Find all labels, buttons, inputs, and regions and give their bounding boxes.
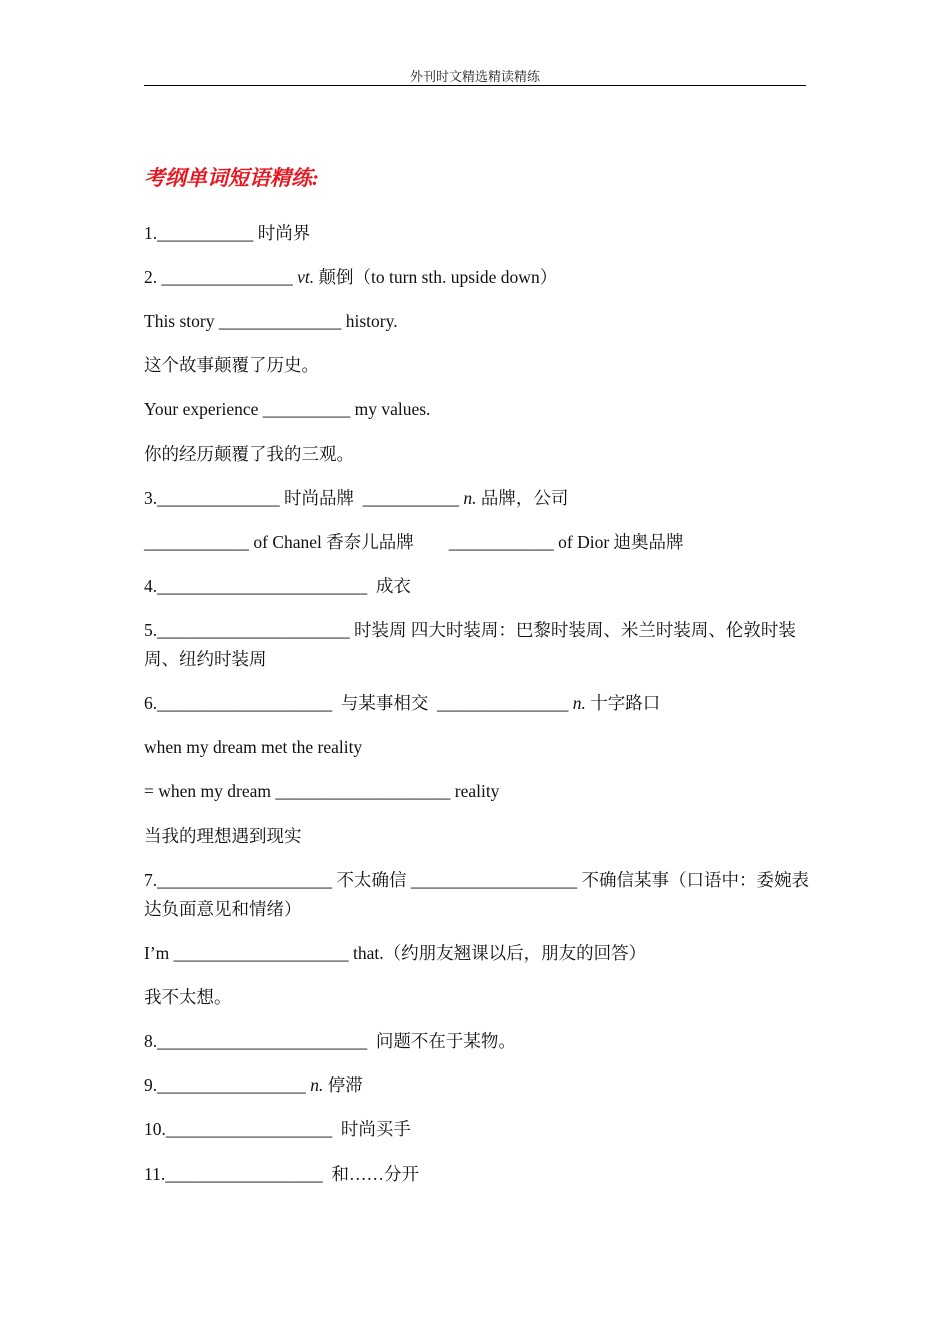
pos-label: n. (310, 1075, 324, 1095)
exercise-1: 1.___________ 时尚界 (144, 223, 311, 243)
exercise-2 (144, 263, 557, 292)
exercise-10: 10.___________________ 时尚买手 (144, 1119, 411, 1139)
exercise-8: 8.________________________ 问题不在于某物。 (144, 1031, 516, 1051)
exercise-2-blank: 2. _______________ (144, 267, 298, 287)
page-header: 外刊时文精选精读精练 (409, 69, 540, 84)
example-translation: 当我的理想遇到现实 (144, 826, 302, 846)
exercise-3-blanks: 3.______________ 时尚品牌 ___________ (144, 488, 464, 508)
exercise-6-meaning: 十字路口 (585, 693, 661, 713)
exercise-6 (144, 689, 660, 718)
exercise-9-meaning: 停滞 (323, 1075, 363, 1095)
exercise-3-examples: ____________ of Chanel 香奈儿品牌 ____________ of Dior 迪奥品牌 (144, 532, 684, 552)
example-sentence: when my dream met the reality (144, 737, 363, 757)
exercise-6-blanks: 6.____________________ 与某事相交 _______________ (144, 693, 573, 713)
exercise-9-blank: 9._________________ (144, 1075, 311, 1095)
example-translation: 这个故事颠覆了历史。 (144, 355, 319, 375)
pos-label: n. (463, 488, 477, 508)
exercise-9 (144, 1071, 363, 1100)
example-translation: 你的经历颠覆了我的三观。 (144, 444, 354, 464)
exercise-11: 11.__________________ 和……分开 (144, 1164, 419, 1184)
pos-label: n. (572, 693, 586, 713)
example-sentence: This story ______________ history. (144, 311, 398, 331)
exercise-5: 5.______________________ 时装周 四大时装周：巴黎时装周、米兰时装周、伦敦时装周、纽约时装周 (144, 620, 796, 669)
pos-label: vt. (297, 267, 315, 287)
example-sentence: = when my dream ____________________ reality (144, 781, 500, 801)
exercise-7: 7.____________________ 不太确信 ___________________ 不确信某事（口语中：委婉表达负面意见和情绪） (144, 870, 809, 919)
example-translation: 我不太想。 (144, 987, 232, 1007)
exercise-2-meaning: 颠倒（to turn sth. upside down） (314, 267, 558, 287)
exercise-3 (144, 484, 568, 513)
exercise-4: 4.________________________ 成衣 (144, 576, 411, 596)
header-divider (144, 85, 806, 86)
example-sentence: Your experience __________ my values. (144, 399, 431, 419)
exercise-3-meaning: 品牌，公司 (476, 488, 569, 508)
section-title: 考纲单词短语精练: (144, 166, 319, 190)
example-sentence: I’m ____________________ that.（约朋友翘课以后，朋友的回答） (144, 943, 647, 963)
